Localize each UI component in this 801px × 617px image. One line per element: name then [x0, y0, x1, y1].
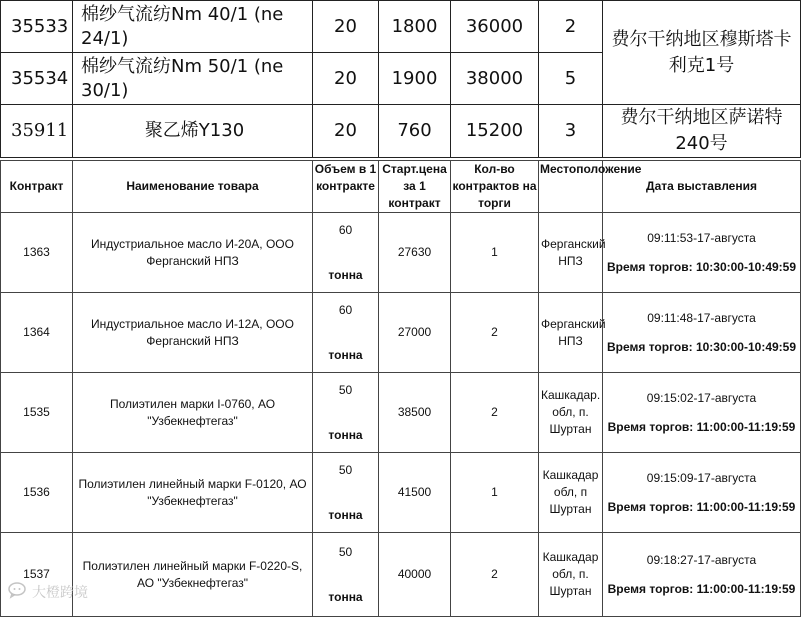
volume-cell — [313, 293, 379, 373]
table-row — [1, 105, 801, 158]
date-cell — [603, 293, 801, 373]
volume-cell — [313, 373, 379, 453]
posted-time: 09:15:02-17-августа — [646, 390, 757, 405]
total: 36000 — [451, 1, 539, 53]
contract-id: 1537 — [1, 533, 73, 617]
product-name: 聚乙烯Y130 — [73, 105, 313, 158]
total: 15200 — [451, 105, 539, 158]
count: 3 — [539, 105, 603, 158]
posted-time: 09:11:48-17-августа — [647, 310, 756, 325]
volume-value: 60 — [338, 302, 353, 317]
contract-id: 1536 — [1, 453, 73, 533]
quantity: 20 — [313, 1, 379, 53]
location: Ферганский НПЗ — [539, 293, 603, 373]
start-price: 38500 — [379, 373, 451, 453]
table-row — [1, 293, 801, 373]
table-row — [1, 213, 801, 293]
volume-value: 60 — [338, 222, 353, 237]
table-row — [1, 1, 801, 53]
auction-table — [0, 160, 801, 617]
posted-time: 09:11:53-17-августа — [647, 230, 756, 245]
location: Кашкадар обл, п. Шуртан — [539, 533, 603, 617]
count: 5 — [539, 53, 603, 105]
volume-cell — [313, 533, 379, 617]
header-date: Дата выставления — [603, 161, 801, 213]
start-price: 27630 — [379, 213, 451, 293]
product-name: Индустриальное масло И-12А, ООО Ферганский НПЗ — [73, 293, 313, 373]
trade-time: Время торгов: 11:00:00-11:19:59 — [607, 581, 796, 596]
volume-value: 50 — [338, 544, 353, 559]
location: Кашкадар обл, п Шуртан — [539, 453, 603, 533]
location: Ферганский НПЗ — [539, 213, 603, 293]
price: 1900 — [379, 53, 451, 105]
start-price: 41500 — [379, 453, 451, 533]
location: 费尔干纳地区穆斯塔卡利克1号 — [603, 1, 801, 105]
trade-time: Время торгов: 11:00:00-11:19:59 — [607, 499, 796, 514]
product-name: Полиэтилен линейный марки F-0220-S, АО "Узбекнефтегаз" — [73, 533, 313, 617]
volume-unit: тонна — [328, 347, 363, 362]
contract-id: 1535 — [1, 373, 73, 453]
location: Кашкадар. обл, п. Шуртан — [539, 373, 603, 453]
volume-unit: тонна — [328, 267, 363, 282]
volume-unit: тонна — [328, 589, 363, 604]
contract-id: 1363 — [1, 213, 73, 293]
volume-value: 50 — [338, 382, 353, 397]
volume-unit: тонна — [328, 507, 363, 522]
contract-count: 2 — [451, 373, 539, 453]
volume-unit: тонна — [328, 427, 363, 442]
product-name: 棉纱气流纺Nm 50/1 (ne 30/1) — [73, 53, 313, 105]
volume-cell — [313, 453, 379, 533]
top-product-table — [0, 0, 801, 158]
date-cell — [603, 533, 801, 617]
product-name: Полиэтилен марки I-0760, АО "Узбекнефтегаз" — [73, 373, 313, 453]
header-start-price: Старт.цена за 1 контракт — [379, 161, 451, 213]
header-contracts: Кол-во контрактов на торги — [451, 161, 539, 213]
header-location: Местоположение — [539, 161, 603, 213]
trade-time: Время торгов: 11:00:00-11:19:59 — [607, 419, 796, 434]
price: 760 — [379, 105, 451, 158]
date-cell — [603, 373, 801, 453]
header-contract: Контракт — [1, 161, 73, 213]
table-row — [1, 453, 801, 533]
total: 38000 — [451, 53, 539, 105]
posted-time: 09:18:27-17-августа — [646, 552, 757, 567]
product-name: Полиэтилен линейный марки F-0120, АО "Узбекнефтегаз" — [73, 453, 313, 533]
header-volume: Объем в 1 контракте — [313, 161, 379, 213]
table-row — [1, 373, 801, 453]
chat-bubble-icon — [8, 582, 28, 602]
quantity: 20 — [313, 105, 379, 158]
count: 2 — [539, 1, 603, 53]
watermark-text: 大橙跨境 — [32, 585, 88, 601]
product-code: 35533 — [1, 1, 73, 53]
posted-time: 09:15:09-17-августа — [646, 470, 757, 485]
quantity: 20 — [313, 53, 379, 105]
location: 费尔干纳地区萨诺特240号 — [603, 105, 801, 158]
volume-cell — [313, 213, 379, 293]
contract-count: 2 — [451, 533, 539, 617]
header-product: Наименование товара — [73, 161, 313, 213]
start-price: 27000 — [379, 293, 451, 373]
product-code: 35911 — [1, 105, 73, 158]
product-name: Индустриальное масло И-20А, ООО Ферганский НПЗ — [73, 213, 313, 293]
trade-time: Время торгов: 10:30:00-10:49:59 — [606, 259, 797, 274]
price: 1800 — [379, 1, 451, 53]
date-cell — [603, 453, 801, 533]
start-price: 40000 — [379, 533, 451, 617]
volume-value: 50 — [338, 462, 353, 477]
trade-time: Время торгов: 10:30:00-10:49:59 — [606, 339, 797, 354]
table-row — [1, 533, 801, 617]
product-code: 35534 — [1, 53, 73, 105]
date-cell — [603, 213, 801, 293]
contract-id: 1364 — [1, 293, 73, 373]
contract-count: 2 — [451, 293, 539, 373]
contract-count: 1 — [451, 213, 539, 293]
table-header-row — [1, 161, 801, 213]
contract-count: 1 — [451, 453, 539, 533]
product-name: 棉纱气流纺Nm 40/1 (ne 24/1) — [73, 1, 313, 53]
watermark — [8, 582, 88, 602]
